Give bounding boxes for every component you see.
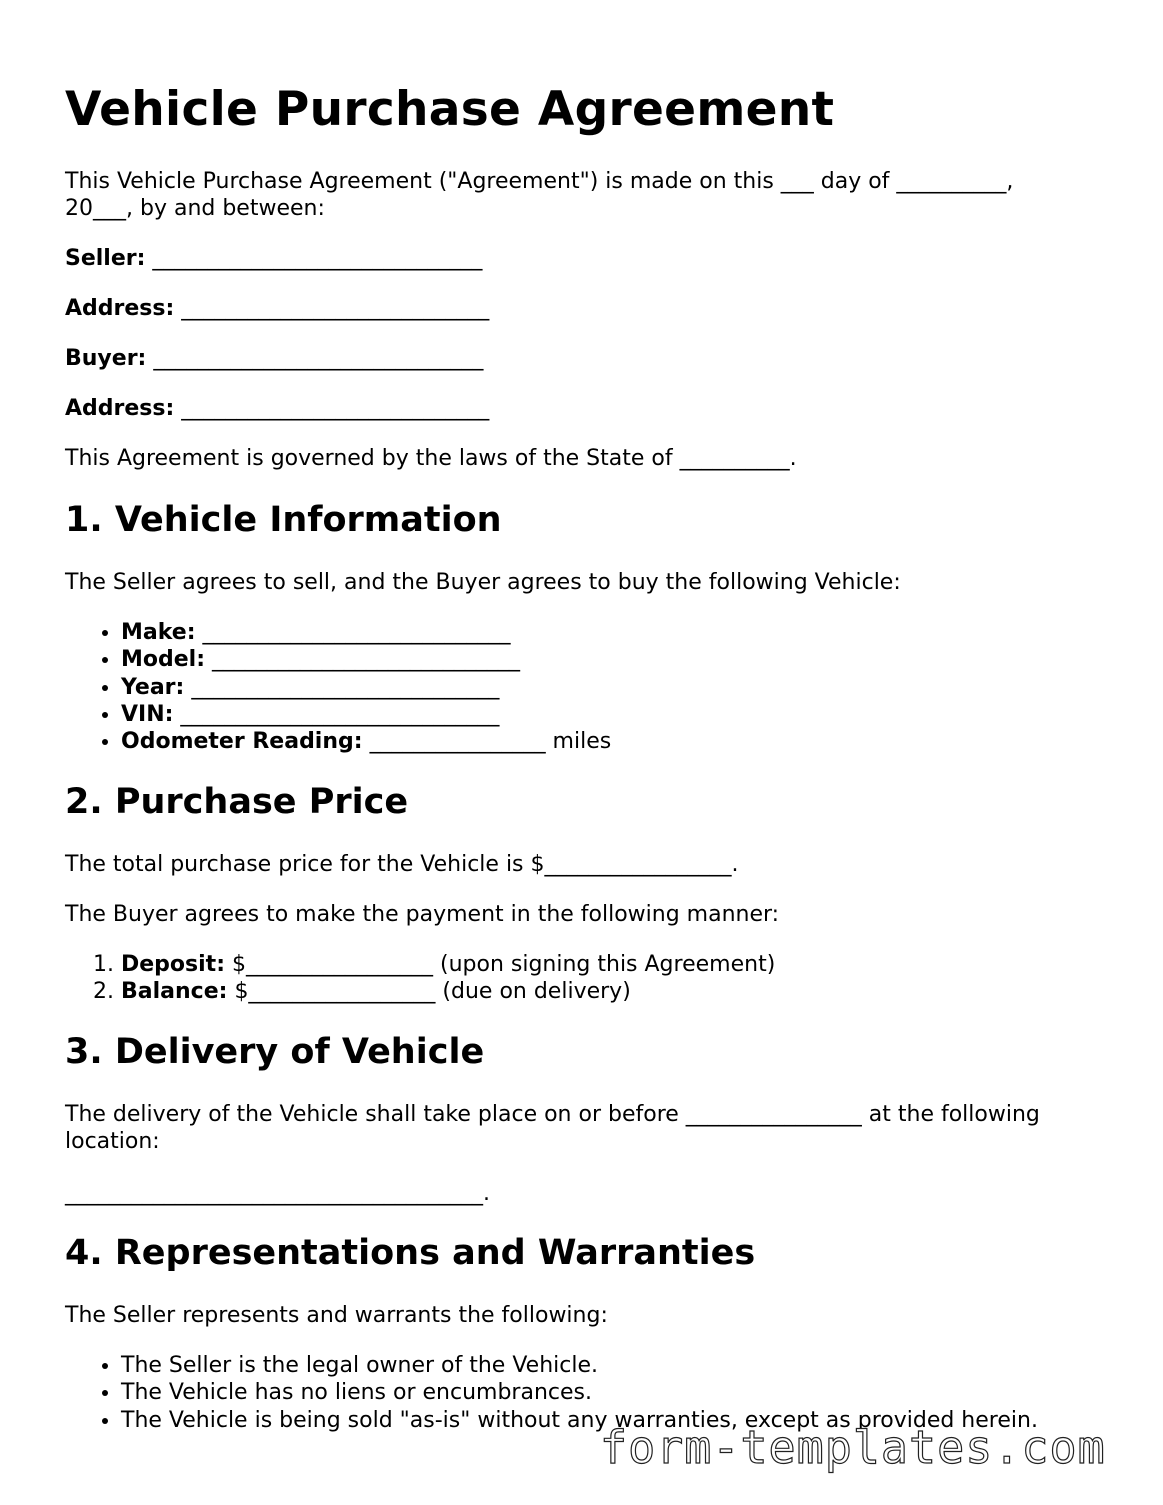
list-item: • The Vehicle is being sold "as-is" without any warranties, except as provided herein. [121, 1407, 1038, 1434]
buyer-address-line [65, 395, 489, 422]
list-item: • The Seller is the legal owner of the Vehicle. [121, 1352, 1038, 1379]
intro-paragraph: This Vehicle Purchase Agreement ("Agreement") is made on this ___ day of __________, 20___, by and between: [65, 169, 1014, 221]
watermark: form-templates.com [600, 1421, 1106, 1474]
buyer-address-label: Address: [65, 396, 175, 421]
list-item: • The Vehicle has no liens or encumbrances. [121, 1379, 1038, 1406]
payment-manner-text: The Buyer agrees to make the payment in the following manner: [65, 902, 780, 927]
list-item: 2. Balance: $_________________ (due on delivery) [121, 978, 775, 1005]
section-1-text: The Seller agrees to sell, and the Buyer agrees to buy the following Vehicle: [65, 570, 901, 595]
section-3-heading: 3. Delivery of Vehicle [65, 1032, 485, 1072]
governing-law-paragraph: This Agreement is governed by the laws of the State of __________. [65, 446, 797, 471]
list-item: • Year: ____________________________ [121, 674, 611, 701]
delivery-text: The delivery of the Vehicle shall take place on or before ________________ at the following location: [65, 1102, 1040, 1154]
list-item: • Make: ____________________________ [121, 619, 611, 646]
seller-address-blank: ____________________________ [181, 296, 490, 321]
seller-line [65, 245, 482, 272]
list-item: • Model: ____________________________ [121, 646, 611, 673]
list-item: 1. Deposit: $_________________ (upon signing this Agreement) [121, 951, 775, 978]
list-item: • VIN: _____________________________ [121, 701, 611, 728]
section-1-heading: 1. Vehicle Information [65, 500, 502, 540]
buyer-blank: ______________________________ [153, 346, 484, 371]
payment-list [65, 951, 775, 1006]
buyer-label: Buyer: [65, 346, 147, 371]
buyer-address-blank: ____________________________ [181, 396, 490, 421]
seller-blank: ______________________________ [152, 246, 483, 271]
document-title: Vehicle Purchase Agreement [65, 82, 835, 137]
purchase-price-text: The total purchase price for the Vehicle is $_________________. [65, 852, 739, 877]
warranties-text: The Seller represents and warrants the following: [65, 1303, 608, 1328]
seller-label: Seller: [65, 246, 146, 271]
buyer-line [65, 345, 483, 372]
section-2-heading: 2. Purchase Price [65, 782, 409, 822]
seller-address-label: Address: [65, 296, 175, 321]
delivery-location-blank: ______________________________________. [65, 1181, 490, 1206]
seller-address-line [65, 295, 489, 322]
list-item: • Odometer Reading: ________________ miles [121, 728, 611, 755]
section-4-heading: 4. Representations and Warranties [65, 1233, 756, 1273]
vehicle-info-list [65, 619, 611, 755]
